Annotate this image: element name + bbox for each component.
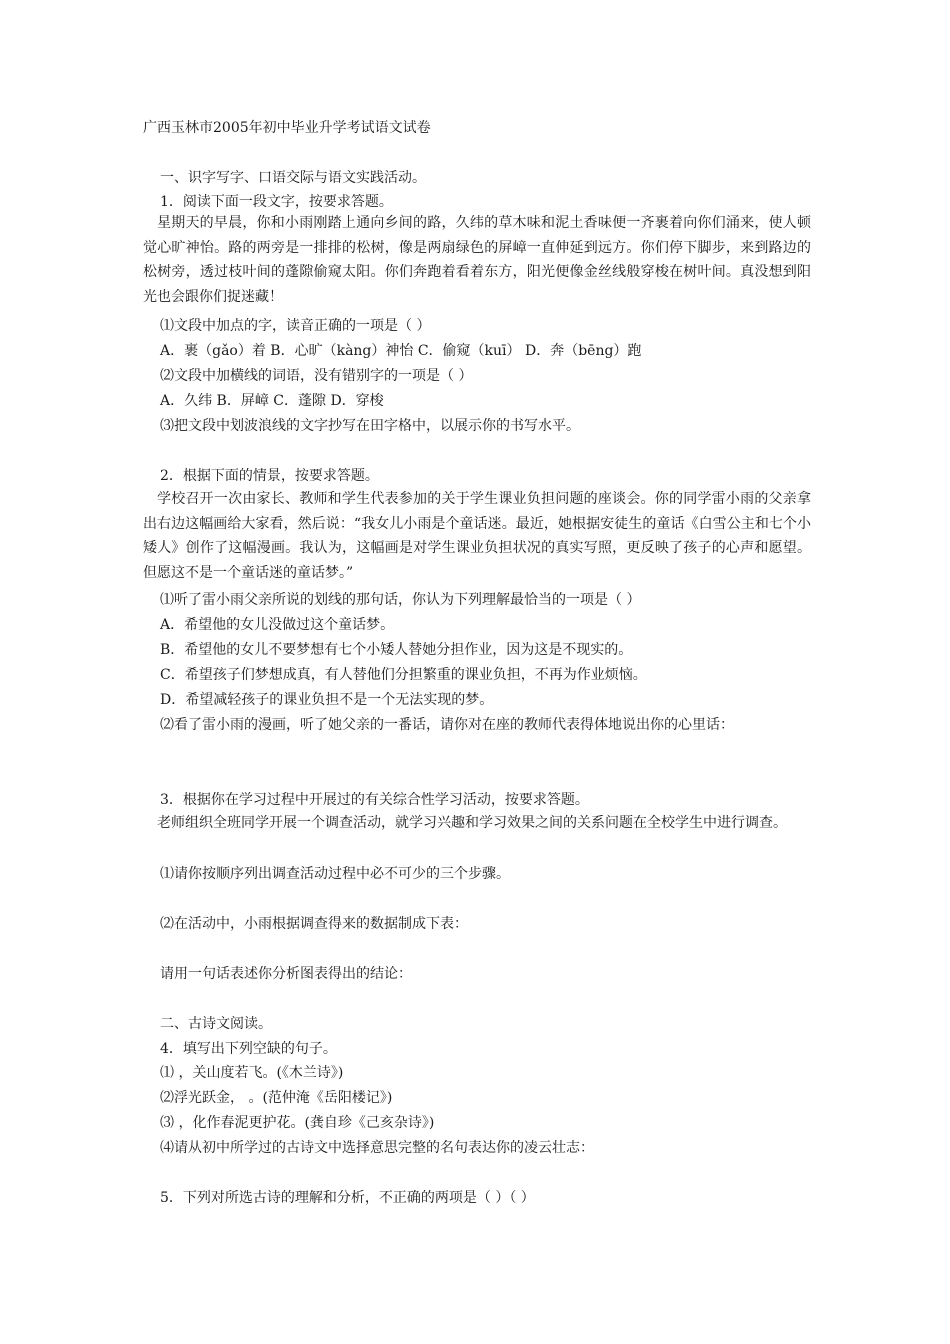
q3-sub1: ⑴请你按顺序列出调查活动过程中必不可少的三个步骤。 xyxy=(160,866,510,882)
q1-sub1-options: A．裹（gǎo）着 B．心旷（kàng）神怡 C．偷窥（kuī） D．奔（bēng）跑 xyxy=(160,343,642,359)
q2-option-d: D．希望减轻孩子的课业负担不是一个无法实现的梦。 xyxy=(160,692,494,708)
q2-option-a: A．希望他的女儿没做过这个童话梦。 xyxy=(160,617,395,633)
q1-sub3: ⑶把文段中划波浪线的文字抄写在田字格中，以展示你的书写水平。 xyxy=(160,418,580,434)
q2-stem: 2．根据下面的情景，按要求答题。 xyxy=(160,468,379,484)
q1-sub1: ⑴文段中加点的字，读音正确的一项是（ ） xyxy=(160,318,431,334)
q2-sub1: ⑴听了雷小雨父亲所说的划线的那句话，你认为下列理解最恰当的一项是（ ） xyxy=(160,592,641,608)
q2-sub2: ⑵看了雷小雨的漫画，听了她父亲的一番话，请你对在座的教师代表得体地说出你的心里话： xyxy=(160,717,734,733)
q4-item-2: ⑵浮光跃金， 。(范仲淹《岳阳楼记》) xyxy=(160,1090,393,1106)
q2-passage: 学校召开一次由家长、教师和学生代表参加的关于学生课业负担问题的座谈会。你的同学雷小雨的父亲拿出右边这幅画给大家看，然后说：“我女儿小雨是个童话迷。最近，她根据安徒生的童话《白雪公主和七个小矮人》创作了这幅漫画。我认为，这幅画是对学生课业负担状况的真实写照，更反映了孩子的心声和愿望。但愿这不是一个童话迷的童话梦。” xyxy=(143,491,811,581)
q4-stem: 4．填写出下列空缺的句子。 xyxy=(160,1041,337,1057)
q3-passage: 老师组织全班同学开展一个调查活动，就学习兴趣和学习效果之间的关系问题在全校学生中进行调查。 xyxy=(157,815,787,831)
q2-option-c: C．希望孩子们梦想成真，有人替他们分担繁重的课业负担，不再为作业烦恼。 xyxy=(160,667,647,683)
q3-sub2: ⑵在活动中，小雨根据调查得来的数据制成下表： xyxy=(160,916,468,932)
q1-stem: 1．阅读下面一段文字，按要求答题。 xyxy=(160,194,393,210)
q1-sub2-options: A．久纬 B．屏嶂 C．蓬隙 D．穿梭 xyxy=(160,393,384,409)
section2-heading: 二、古诗文阅读。 xyxy=(160,1016,272,1032)
page-title: 广西玉林市2005年初中毕业升学考试语文试卷 xyxy=(143,120,431,136)
q4-item-3: ⑶ ，化作春泥更护花。(龚自珍《己亥杂诗》) xyxy=(160,1115,435,1131)
q2-option-b: B．希望他的女儿不要梦想有七个小矮人替她分担作业，因为这是不现实的。 xyxy=(160,642,633,658)
q3-stem: 3．根据你在学习过程中开展过的有关综合性学习活动，按要求答题。 xyxy=(160,792,589,808)
q3-sub2-follow: 请用一句话表述你分析图表得出的结论： xyxy=(160,966,412,982)
q1-sub2: ⑵文段中加横线的词语，没有错别字的一项是（ ） xyxy=(160,368,473,384)
q5-stem: 5．下列对所选古诗的理解和分析，不正确的两项是（ ）（ ） xyxy=(160,1190,535,1206)
q1-passage: 星期天的早晨，你和小雨刚踏上通向乡间的路，久纬的草木味和泥土香味便一齐裹着向你们涌来，使人顿觉心旷神怡。路的两旁是一排排的松树，像是两扇绿色的屏嶂一直伸延到远方。你们停下脚步，来到路边的松树旁，透过枝叶间的蓬隙偷窥太阳。你们奔跑着看着东方，阳光便像金丝线般穿梭在树叶间。真没想到阳光也会跟你们捉迷藏！ xyxy=(143,215,811,305)
section1-heading: 一、识字写字、口语交际与语文实践活动。 xyxy=(160,170,426,186)
q4-item-4: ⑷请从初中所学过的古诗文中选择意思完整的名句表达你的凌云壮志： xyxy=(160,1140,594,1156)
q4-item-1: ⑴ ，关山度若飞。(《木兰诗》) xyxy=(160,1065,344,1081)
